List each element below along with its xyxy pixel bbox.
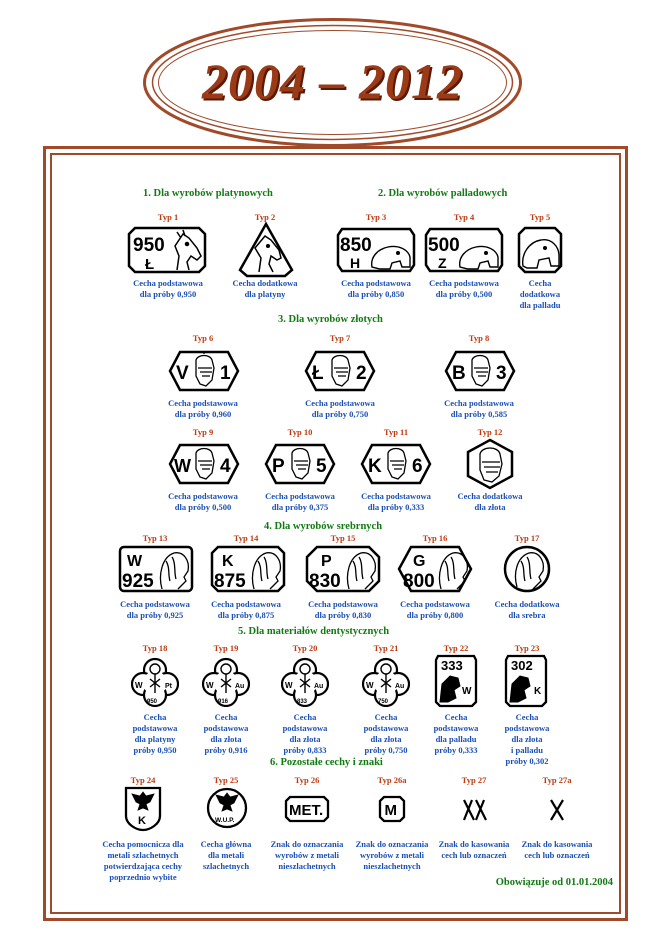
mark-met	[284, 795, 330, 823]
hallmark-silver-875	[210, 545, 286, 593]
section-heading-platinum: 1. Dla wyrobów platynowych	[143, 188, 273, 199]
type-label-10: Typ 10	[287, 427, 313, 437]
desc-type-5: Cecha dodatkowa dla palladu	[519, 278, 561, 310]
desc-type-27a: Znak do kasowania cech lub oznaczeń	[521, 839, 593, 860]
type-label-13: Typ 13	[142, 533, 168, 543]
type-label-8: Typ 8	[468, 333, 490, 343]
svg-text:Au: Au	[235, 683, 245, 690]
desc-type-18: Cecha podstawowa dla platyny próby 0,950	[132, 712, 178, 755]
svg-text:W: W	[462, 686, 472, 697]
svg-text:W.U.P.: W.U.P.	[215, 817, 235, 824]
svg-text:M: M	[384, 802, 397, 819]
hallmark-silver-830	[305, 545, 381, 593]
hallmark-silver-800	[397, 545, 473, 593]
section-heading-dental: 5. Dla materiałów dentystycznych	[238, 626, 390, 637]
hallmark-platinum-950	[127, 226, 207, 274]
desc-type-21: Cecha podstawowa dla złota próby 0,750	[363, 712, 409, 755]
type-label-5: Typ 5	[529, 212, 551, 222]
svg-text:875: 875	[214, 571, 246, 592]
section-heading-other: 6. Pozostałe cechy i znaki	[270, 757, 383, 768]
hallmark-gold-375	[264, 443, 336, 485]
type-label-27a: Typ 27a	[542, 775, 572, 785]
type-label-19: Typ 19	[213, 643, 239, 653]
type-label-4: Typ 4	[453, 212, 475, 222]
svg-text:Z: Z	[438, 255, 447, 271]
hallmark-platinum-additional	[237, 222, 295, 278]
svg-text:950: 950	[133, 235, 165, 256]
desc-type-22: Cecha podstawowa dla palladu próby 0,333	[433, 712, 479, 755]
svg-text:W: W	[366, 681, 374, 690]
svg-text:W: W	[206, 681, 214, 690]
desc-type-17: Cecha dodatkowa dla srebra	[494, 599, 560, 620]
svg-text:Ł: Ł	[312, 363, 324, 384]
svg-text:K: K	[534, 686, 542, 697]
desc-type-14: Cecha podstawowa dla próby 0,875	[211, 599, 281, 620]
type-label-26a: Typ 26a	[377, 775, 407, 785]
type-label-20: Typ 20	[292, 643, 318, 653]
section-heading-gold: 3. Dla wyrobów złotych	[278, 314, 383, 325]
svg-text:B: B	[452, 363, 466, 384]
svg-text:500: 500	[428, 235, 460, 256]
svg-text:833: 833	[297, 699, 308, 705]
type-label-26: Typ 26	[294, 775, 320, 785]
svg-text:333: 333	[441, 658, 463, 673]
type-label-27: Typ 27	[461, 775, 487, 785]
hallmark-gold-750	[304, 350, 376, 392]
svg-text:W: W	[174, 456, 191, 476]
mark-m	[378, 795, 406, 823]
desc-type-10: Cecha podstawowa dla próby 0,375	[265, 491, 335, 512]
type-label-3: Typ 3	[365, 212, 387, 222]
svg-text:V: V	[176, 363, 189, 384]
svg-text:925: 925	[122, 571, 154, 592]
hallmark-gold-585	[444, 350, 516, 392]
hallmark-dental-gold-916	[202, 657, 250, 707]
hallmark-dental-palladium-333	[434, 654, 478, 708]
type-label-15: Typ 15	[330, 533, 356, 543]
hallmark-gold-500	[168, 443, 240, 485]
svg-text:Ł: Ł	[145, 256, 155, 273]
hallmark-dental-gold-750	[362, 657, 410, 707]
cancel-mark-x-icon	[548, 797, 566, 823]
type-label-12: Typ 12	[477, 427, 503, 437]
type-label-24: Typ 24	[130, 775, 156, 785]
type-label-21: Typ 21	[373, 643, 399, 653]
desc-type-20: Cecha podstawowa dla złota próby 0,833	[282, 712, 328, 755]
hallmark-gold-333	[360, 443, 432, 485]
desc-type-7: Cecha podstawowa dla próby 0,750	[305, 398, 375, 419]
desc-type-19: Cecha podstawowa dla złota próby 0,916	[203, 712, 249, 755]
desc-type-3: Cecha podstawowa dla próby 0,850	[341, 278, 411, 299]
svg-text:830: 830	[309, 571, 341, 592]
svg-text:MET.: MET.	[289, 802, 324, 819]
svg-text:K: K	[138, 815, 146, 827]
type-label-9: Typ 9	[192, 427, 214, 437]
type-label-2: Typ 2	[254, 212, 276, 222]
svg-text:P: P	[321, 553, 332, 570]
svg-text:H: H	[350, 255, 361, 271]
svg-text:800: 800	[403, 571, 435, 592]
svg-text:Au: Au	[314, 683, 324, 690]
type-label-6: Typ 6	[192, 333, 214, 343]
hallmark-main-wup	[206, 787, 248, 829]
type-label-14: Typ 14	[233, 533, 259, 543]
type-label-1: Typ 1	[157, 212, 179, 222]
desc-type-1: Cecha podstawowa dla próby 0,950	[133, 278, 203, 299]
type-label-11: Typ 11	[383, 427, 409, 437]
type-label-7: Typ 7	[329, 333, 351, 343]
svg-text:5: 5	[316, 456, 327, 477]
desc-type-6: Cecha podstawowa dla próby 0,960	[168, 398, 238, 419]
page-title: 2004 – 2012	[202, 53, 463, 109]
svg-text:1: 1	[220, 363, 231, 384]
effective-date-note: Obowiązuje od 01.01.2004	[495, 877, 613, 888]
desc-type-23: Cecha podstawowa dla złota i palladu próby 0,302	[504, 712, 550, 766]
svg-text:Pt: Pt	[165, 683, 172, 690]
type-label-17: Typ 17	[514, 533, 540, 543]
type-label-25: Typ 25	[213, 775, 239, 785]
svg-text:3: 3	[496, 363, 507, 384]
desc-type-11: Cecha podstawowa dla próby 0,333	[361, 491, 431, 512]
svg-text:4: 4	[220, 456, 231, 477]
desc-type-8: Cecha podstawowa dla próby 0,585	[444, 398, 514, 419]
desc-type-13: Cecha podstawowa dla próby 0,925	[120, 599, 190, 620]
hallmark-dental-platinum-950	[131, 657, 179, 707]
hallmark-gold-additional	[466, 438, 514, 490]
svg-text:W: W	[285, 681, 293, 690]
svg-text:W: W	[127, 553, 143, 570]
svg-text:Au: Au	[395, 683, 405, 690]
section-heading-silver: 4. Dla wyrobów srebrnych	[264, 521, 383, 532]
desc-type-12: Cecha dodatkowa dla złota	[457, 491, 523, 512]
svg-text:916: 916	[218, 699, 229, 705]
svg-text:G: G	[413, 553, 426, 570]
cancel-mark-double-x-icon	[461, 797, 489, 823]
desc-type-16: Cecha podstawowa dla próby 0,800	[400, 599, 470, 620]
type-label-22: Typ 22	[443, 643, 469, 653]
hallmark-palladium-500	[424, 227, 504, 273]
hallmark-silver-925	[118, 545, 194, 593]
desc-type-15: Cecha podstawowa dla próby 0,830	[308, 599, 378, 620]
desc-type-26: Znak do oznaczania wyrobów z metali nieszlachetnych	[270, 839, 344, 871]
hallmark-palladium-850	[336, 227, 416, 273]
desc-type-9: Cecha podstawowa dla próby 0,500	[168, 491, 238, 512]
type-label-18: Typ 18	[142, 643, 168, 653]
svg-text:950: 950	[147, 699, 158, 705]
desc-type-24: Cecha pomocnicza dla metali szlachetnych potwierdzająca cechy poprzednio wybite	[102, 839, 184, 882]
svg-text:850: 850	[340, 235, 372, 256]
svg-text:750: 750	[378, 699, 389, 705]
type-label-23: Typ 23	[514, 643, 540, 653]
section-heading-palladium: 2. Dla wyrobów palladowych	[378, 188, 508, 199]
hallmark-dental-gold-833	[281, 657, 329, 707]
type-label-16: Typ 16	[422, 533, 448, 543]
desc-type-2: Cecha dodatkowa dla platyny	[232, 278, 298, 299]
hallmark-silver-additional	[503, 545, 551, 593]
svg-text:K: K	[368, 456, 382, 477]
desc-type-27: Znak do kasowania cech lub oznaczeń	[438, 839, 510, 860]
hallmark-dental-gold-palladium-302	[504, 654, 548, 708]
desc-type-26a: Znak do oznaczania wyrobów z metali nieszlachetnych	[355, 839, 429, 871]
svg-text:6: 6	[412, 456, 423, 477]
svg-text:302: 302	[511, 658, 533, 673]
hallmark-auxiliary	[124, 786, 162, 832]
svg-text:2: 2	[356, 363, 367, 384]
desc-type-4: Cecha podstawowa dla próby 0,500	[429, 278, 499, 299]
svg-text:P: P	[272, 456, 285, 477]
desc-type-25: Cecha główna dla metali szlachetnych	[200, 839, 252, 871]
svg-text:W: W	[135, 681, 143, 690]
hallmark-gold-960	[168, 350, 240, 392]
hallmark-palladium-additional	[517, 226, 563, 274]
svg-text:K: K	[222, 553, 234, 570]
